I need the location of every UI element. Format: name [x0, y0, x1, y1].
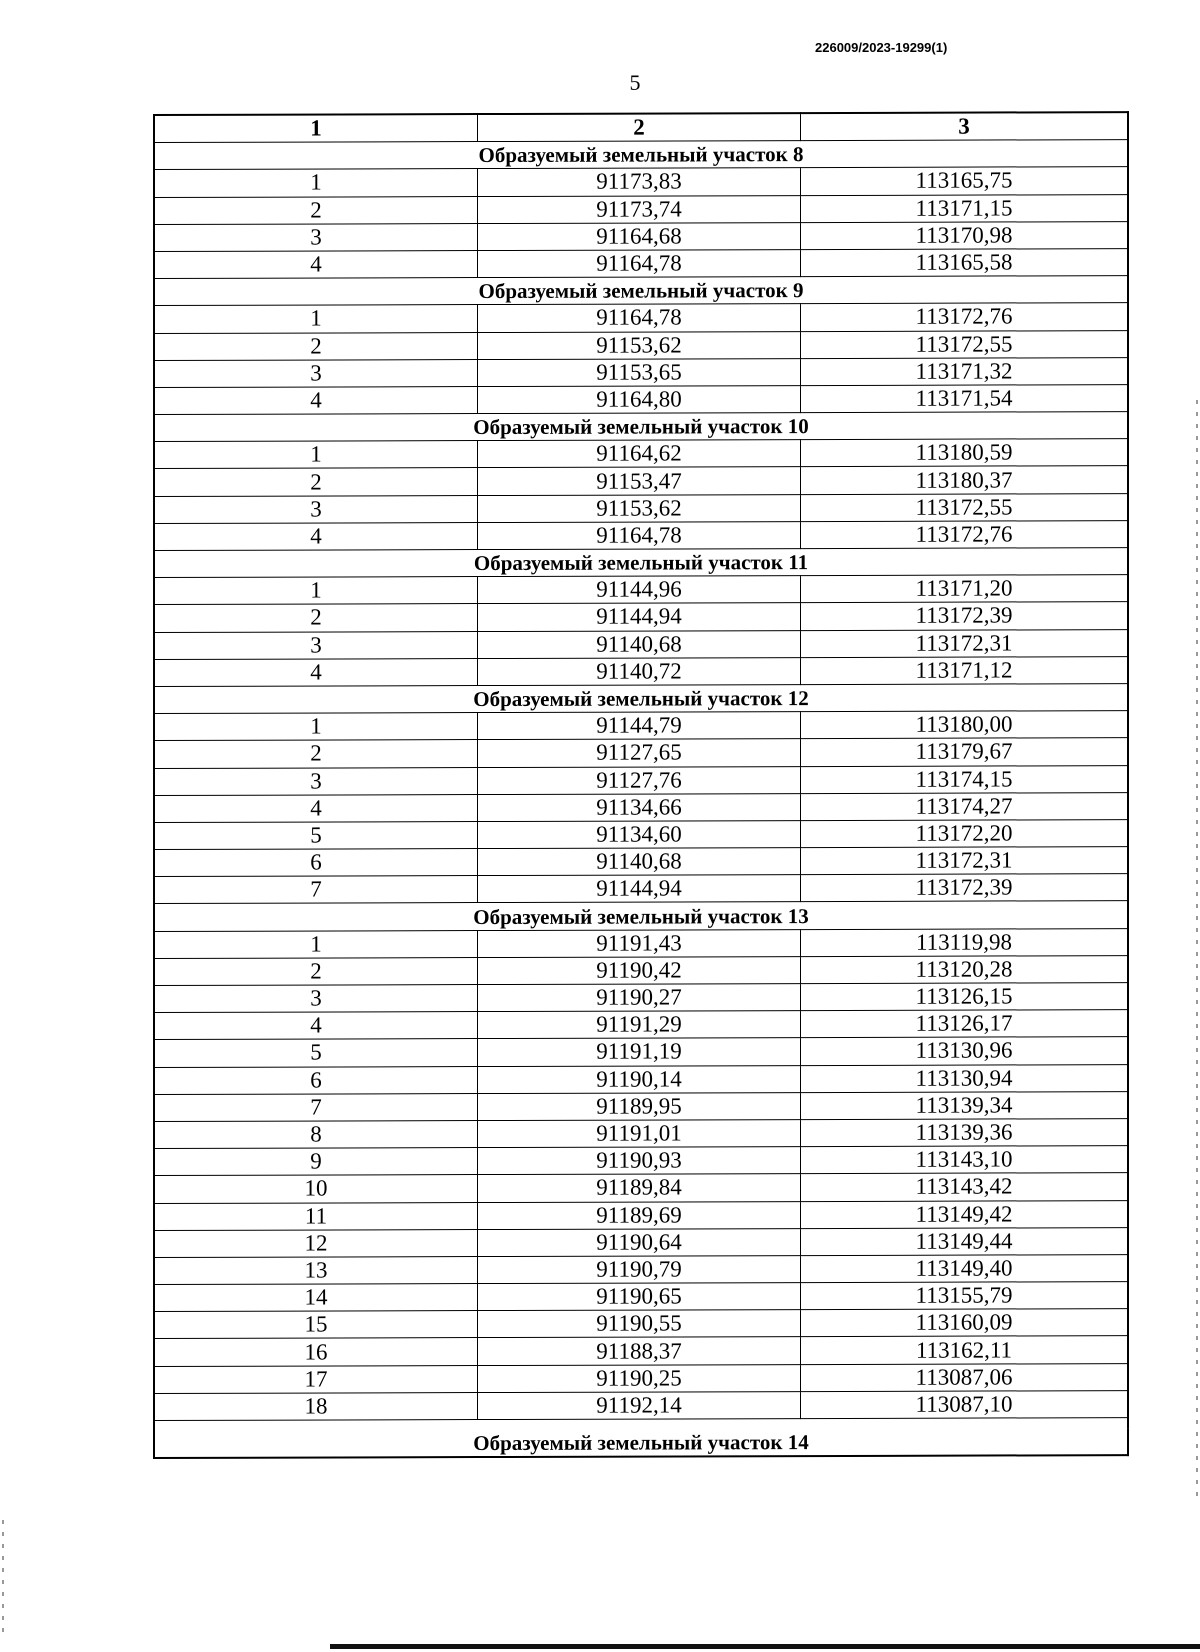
- table-row: [154, 384, 1128, 414]
- x-coordinate-cell: 91164,80: [478, 385, 801, 413]
- x-coordinate-cell: 91164,78: [478, 304, 801, 332]
- x-coordinate-cell: 91173,83: [478, 168, 801, 196]
- point-number-cell: 14: [154, 1284, 478, 1312]
- x-coordinate-cell: 91153,62: [478, 331, 801, 359]
- table-row: [154, 357, 1128, 387]
- x-coordinate-cell: 91189,69: [478, 1201, 801, 1229]
- y-coordinate-cell: 113149,44: [801, 1227, 1129, 1255]
- y-coordinate-cell: 113171,15: [801, 194, 1129, 222]
- table-row: [154, 1037, 1128, 1067]
- section-title-row: [154, 901, 1128, 931]
- table-row: [154, 466, 1128, 496]
- y-coordinate-cell: 113174,15: [801, 765, 1129, 793]
- table-row: [154, 711, 1128, 741]
- point-number-cell: 1: [154, 930, 478, 958]
- y-coordinate-cell: 113126,17: [801, 1010, 1129, 1038]
- y-coordinate-cell: 113179,67: [801, 738, 1129, 766]
- table-row: [154, 194, 1128, 224]
- x-coordinate-cell: 91153,62: [478, 494, 801, 522]
- y-coordinate-cell: 113162,11: [801, 1336, 1129, 1364]
- table-row: [154, 955, 1128, 985]
- x-coordinate-cell: 91190,65: [478, 1283, 801, 1311]
- point-number-cell: 5: [154, 1039, 478, 1067]
- section-title-row: [154, 684, 1128, 714]
- point-number-cell: 2: [154, 740, 478, 768]
- y-coordinate-cell: 113119,98: [801, 928, 1129, 956]
- y-coordinate-cell: 113172,31: [801, 629, 1129, 657]
- point-number-cell: 8: [154, 1120, 478, 1148]
- table-row: [154, 1363, 1128, 1393]
- y-coordinate-cell: 113172,39: [801, 874, 1129, 902]
- table-row: [154, 303, 1128, 333]
- section-title: Образуемый земельный участок 11: [154, 548, 1128, 578]
- section-title: Образуемый земельный участок 14: [154, 1428, 1128, 1458]
- x-coordinate-cell: 91191,01: [478, 1120, 801, 1148]
- y-coordinate-cell: 113139,34: [801, 1091, 1129, 1119]
- section-title: Образуемый земельный участок 13: [154, 901, 1128, 931]
- x-coordinate-cell: 91190,42: [478, 956, 801, 984]
- y-coordinate-cell: 113149,40: [801, 1254, 1129, 1282]
- point-number-cell: 13: [154, 1256, 478, 1284]
- table-row: [154, 738, 1128, 768]
- x-coordinate-cell: 91164,78: [478, 250, 801, 278]
- x-coordinate-cell: 91173,74: [478, 195, 801, 223]
- point-number-cell: 3: [154, 631, 478, 659]
- x-coordinate-cell: 91134,66: [478, 793, 801, 821]
- page-number: 5: [629, 70, 641, 95]
- y-coordinate-cell: 113165,75: [801, 167, 1129, 195]
- table-row: [154, 819, 1128, 849]
- point-number-cell: 2: [154, 196, 478, 224]
- y-coordinate-cell: 113160,09: [801, 1309, 1129, 1337]
- section-title: Образуемый земельный участок 9: [154, 276, 1128, 306]
- table-row: [154, 656, 1128, 686]
- x-coordinate-cell: 91140,68: [478, 848, 801, 876]
- table-row: [154, 1146, 1128, 1176]
- point-number-cell: 1: [154, 441, 478, 469]
- point-number-cell: 15: [154, 1311, 478, 1339]
- y-coordinate-cell: 113172,39: [801, 602, 1129, 630]
- point-number-cell: 6: [154, 849, 478, 877]
- scan-edge-marks: [1196, 400, 1198, 1500]
- table-row: [154, 792, 1128, 822]
- scan-edge-marks-left: [2, 1520, 4, 1640]
- section-title-row: [154, 276, 1128, 306]
- point-number-cell: 3: [154, 495, 478, 523]
- x-coordinate-cell: 91189,84: [478, 1174, 801, 1202]
- point-number-cell: 2: [154, 957, 478, 985]
- y-coordinate-cell: 113087,10: [801, 1390, 1129, 1418]
- section-title-row: [154, 1428, 1128, 1458]
- x-coordinate-cell: 91140,72: [478, 657, 801, 685]
- y-coordinate-cell: 113155,79: [801, 1282, 1129, 1310]
- table-row: [154, 602, 1128, 632]
- point-number-cell: 18: [154, 1392, 478, 1420]
- y-coordinate-cell: 113149,42: [801, 1200, 1129, 1228]
- table-row: [154, 439, 1128, 469]
- x-coordinate-cell: 91153,47: [478, 467, 801, 495]
- table-row: [154, 249, 1128, 279]
- x-coordinate-cell: 91190,79: [478, 1255, 801, 1283]
- x-coordinate-cell: 91134,60: [478, 820, 801, 848]
- y-coordinate-cell: 113171,32: [801, 357, 1129, 385]
- y-coordinate-cell: 113172,31: [801, 847, 1129, 875]
- table-row: [154, 1336, 1128, 1366]
- table-row: [154, 1064, 1128, 1094]
- table-row: [154, 1010, 1128, 1040]
- y-coordinate-cell: 113172,76: [801, 520, 1129, 548]
- y-coordinate-cell: 113171,20: [801, 575, 1129, 603]
- point-number-cell: 4: [154, 250, 478, 278]
- point-number-cell: 4: [154, 658, 478, 686]
- x-coordinate-cell: 91190,25: [478, 1364, 801, 1392]
- section-title: Образуемый земельный участок 8: [154, 140, 1128, 170]
- table-header-row: [154, 112, 1128, 143]
- point-number-cell: 4: [154, 794, 478, 822]
- table-row: [154, 221, 1128, 251]
- table-row: [154, 765, 1128, 795]
- point-number-cell: 7: [154, 876, 478, 904]
- y-coordinate-cell: 113130,96: [801, 1037, 1129, 1065]
- x-coordinate-cell: 91140,68: [478, 630, 801, 658]
- point-number-cell: 2: [154, 332, 478, 360]
- table-row: [154, 928, 1128, 958]
- x-coordinate-cell: 91144,79: [478, 712, 801, 740]
- x-coordinate-cell: 91190,27: [478, 984, 801, 1012]
- table-row: [154, 629, 1128, 659]
- y-coordinate-cell: 113143,42: [801, 1173, 1129, 1201]
- document-number: 226009/2023-19299(1): [815, 40, 948, 55]
- y-coordinate-cell: 113172,76: [801, 303, 1129, 331]
- section-title: Образуемый земельный участок 12: [154, 684, 1128, 714]
- table-row: [154, 493, 1128, 523]
- point-number-cell: 4: [154, 386, 478, 414]
- point-number-cell: 12: [154, 1229, 478, 1257]
- coordinates-table: [153, 111, 1129, 1459]
- x-coordinate-cell: 91127,76: [478, 766, 801, 794]
- y-coordinate-cell: 113172,55: [801, 330, 1129, 358]
- x-coordinate-cell: 91189,95: [478, 1092, 801, 1120]
- point-number-cell: 17: [154, 1365, 478, 1393]
- column-header-1: 1: [154, 114, 478, 143]
- y-coordinate-cell: 113143,10: [801, 1146, 1129, 1174]
- y-coordinate-cell: 113087,06: [801, 1363, 1129, 1391]
- y-coordinate-cell: 113172,20: [801, 819, 1129, 847]
- y-coordinate-cell: 113165,58: [801, 249, 1129, 277]
- x-coordinate-cell: 91190,14: [478, 1065, 801, 1093]
- point-number-cell: 1: [154, 713, 478, 741]
- y-coordinate-cell: 113180,00: [801, 711, 1129, 739]
- point-number-cell: 10: [154, 1175, 478, 1203]
- point-number-cell: 9: [154, 1148, 478, 1176]
- point-number-cell: 1: [154, 169, 478, 197]
- x-coordinate-cell: 91190,64: [478, 1228, 801, 1256]
- table-row: [154, 847, 1128, 877]
- x-coordinate-cell: 91144,94: [478, 875, 801, 903]
- x-coordinate-cell: 91144,94: [478, 603, 801, 631]
- point-number-cell: 5: [154, 821, 478, 849]
- column-header-3: 3: [801, 112, 1129, 141]
- x-coordinate-cell: 91190,55: [478, 1310, 801, 1338]
- x-coordinate-cell: 91191,19: [478, 1038, 801, 1066]
- point-number-cell: 2: [154, 468, 478, 496]
- y-coordinate-cell: 113180,59: [801, 439, 1129, 467]
- y-coordinate-cell: 113174,27: [801, 792, 1129, 820]
- point-number-cell: 16: [154, 1338, 478, 1366]
- point-number-cell: 2: [154, 604, 478, 632]
- table-row: [154, 167, 1128, 197]
- x-coordinate-cell: 91191,43: [478, 929, 801, 957]
- y-coordinate-cell: 113130,94: [801, 1064, 1129, 1092]
- x-coordinate-cell: 91127,65: [478, 739, 801, 767]
- y-coordinate-cell: 113171,54: [801, 384, 1129, 412]
- table-row: [154, 1282, 1128, 1312]
- table-row: [154, 1254, 1128, 1284]
- table-row: [154, 1173, 1128, 1203]
- table-row: [154, 1200, 1128, 1230]
- scan-bottom-edge: [330, 1644, 1200, 1649]
- table-row: [154, 874, 1128, 904]
- x-coordinate-cell: 91190,93: [478, 1147, 801, 1175]
- y-coordinate-cell: 113171,12: [801, 656, 1129, 684]
- point-number-cell: 11: [154, 1202, 478, 1230]
- section-title-row: [154, 412, 1128, 442]
- table-row: [154, 575, 1128, 605]
- table-row: [154, 1309, 1128, 1339]
- table-row: [154, 1119, 1128, 1149]
- point-number-cell: 3: [154, 359, 478, 387]
- section-title-row: [154, 548, 1128, 578]
- table-body: [154, 140, 1128, 1458]
- point-number-cell: 6: [154, 1066, 478, 1094]
- x-coordinate-cell: 91192,14: [478, 1391, 801, 1419]
- point-number-cell: 3: [154, 223, 478, 251]
- x-coordinate-cell: 91164,62: [478, 440, 801, 468]
- x-coordinate-cell: 91164,68: [478, 222, 801, 250]
- x-coordinate-cell: 91153,65: [478, 358, 801, 386]
- table-row: [154, 330, 1128, 360]
- x-coordinate-cell: 91191,29: [478, 1011, 801, 1039]
- x-coordinate-cell: 91144,96: [478, 576, 801, 604]
- point-number-cell: 1: [154, 305, 478, 333]
- y-coordinate-cell: 113170,98: [801, 221, 1129, 249]
- point-number-cell: 3: [154, 767, 478, 795]
- table-row: [154, 1227, 1128, 1257]
- table-row: [154, 1091, 1128, 1121]
- column-header-2: 2: [478, 113, 801, 142]
- section-title: Образуемый земельный участок 10: [154, 412, 1128, 442]
- coordinates-table-container: [153, 111, 1129, 1459]
- table-row: [154, 1390, 1128, 1420]
- y-coordinate-cell: 113139,36: [801, 1119, 1129, 1147]
- point-number-cell: 7: [154, 1093, 478, 1121]
- y-coordinate-cell: 113120,28: [801, 955, 1129, 983]
- point-number-cell: 4: [154, 1012, 478, 1040]
- point-number-cell: 1: [154, 577, 478, 605]
- x-coordinate-cell: 91188,37: [478, 1337, 801, 1365]
- point-number-cell: 3: [154, 985, 478, 1013]
- y-coordinate-cell: 113126,15: [801, 983, 1129, 1011]
- point-number-cell: 4: [154, 522, 478, 550]
- section-title-row: [154, 140, 1128, 170]
- table-row: [154, 983, 1128, 1013]
- y-coordinate-cell: 113180,37: [801, 466, 1129, 494]
- x-coordinate-cell: 91164,78: [478, 521, 801, 549]
- y-coordinate-cell: 113172,55: [801, 493, 1129, 521]
- table-row: [154, 520, 1128, 550]
